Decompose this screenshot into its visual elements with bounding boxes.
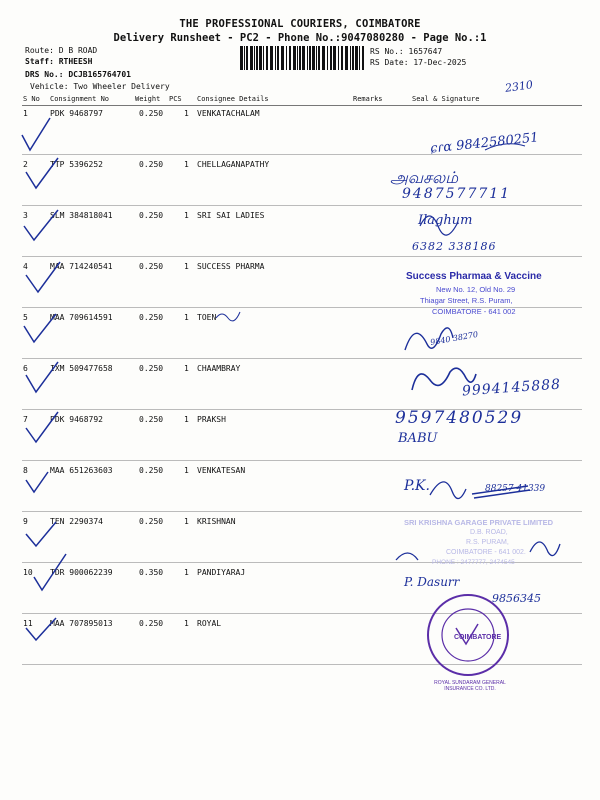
signature-row-1: ɕɾɑ 9842580251 bbox=[429, 130, 540, 157]
row-consignment-no: IXM 509477658 bbox=[50, 364, 113, 373]
header-rule bbox=[22, 105, 582, 106]
col-consignee: Consignee Details bbox=[197, 95, 269, 103]
signature-row-10-name: P. Dasurr bbox=[404, 575, 460, 589]
signature-row-7-phone: 9597480529 bbox=[395, 408, 524, 428]
drs-number: DRS No.: DCJB165764701 bbox=[25, 70, 131, 79]
row-sno: 6 bbox=[23, 364, 28, 373]
row-separator bbox=[22, 460, 582, 461]
tick-mark-1 bbox=[22, 118, 50, 150]
barcode-bar bbox=[307, 46, 308, 70]
row-weight: 0.250 bbox=[139, 109, 164, 118]
row-sno: 9 bbox=[23, 517, 28, 526]
row-weight: 0.250 bbox=[139, 211, 164, 220]
col-sno: S No bbox=[23, 95, 40, 103]
barcode-bar bbox=[275, 46, 276, 70]
barcode-bar bbox=[277, 46, 279, 70]
barcode-bar bbox=[309, 46, 311, 70]
row-weight: 0.250 bbox=[139, 313, 164, 322]
barcode-bar bbox=[327, 46, 328, 70]
row-sno: 4 bbox=[23, 262, 28, 271]
row-weight: 0.350 bbox=[139, 568, 164, 577]
row-consignment-no: TEN 2290374 bbox=[50, 517, 103, 526]
row-pcs: 1 bbox=[184, 568, 189, 577]
barcode-bar bbox=[338, 46, 339, 70]
row-pcs: 1 bbox=[184, 619, 189, 628]
barcode-bar bbox=[256, 46, 258, 70]
row-consignee: SUCCESS PHARMA bbox=[197, 262, 265, 271]
row-sno: 2 bbox=[23, 160, 28, 169]
row-consignment-no: PDK 9468792 bbox=[50, 415, 103, 424]
row-separator bbox=[22, 613, 582, 614]
row-consignment-no: MAA 714240541 bbox=[50, 262, 113, 271]
route-label: Route: D B ROAD bbox=[25, 46, 98, 55]
signature-row-3-phone: 6382 338186 bbox=[412, 240, 497, 253]
row-pcs: 1 bbox=[184, 466, 189, 475]
barcode bbox=[240, 46, 366, 70]
signature-row-6-phone: 9994145888 bbox=[461, 376, 562, 400]
barcode-bar bbox=[330, 46, 332, 70]
barcode-bar bbox=[341, 46, 343, 70]
row-weight: 0.250 bbox=[139, 619, 164, 628]
row-consignee: VENKATACHALAM bbox=[197, 109, 260, 118]
row-pcs: 1 bbox=[184, 109, 189, 118]
handwritten-count: 2310 bbox=[504, 78, 534, 95]
rs-number: RS No.: 1657647 bbox=[370, 47, 443, 56]
company-title: THE PROFESSIONAL COURIERS, COIMBATORE bbox=[179, 18, 421, 30]
row-consignee: CHAAMBRAY bbox=[197, 364, 241, 373]
barcode-bar bbox=[359, 46, 360, 70]
barcode-bar bbox=[302, 46, 305, 70]
row-weight: 0.250 bbox=[139, 262, 164, 271]
rs-date: RS Date: 17-Dec-2025 bbox=[370, 58, 467, 67]
barcode-bar bbox=[345, 46, 348, 70]
row-pcs: 1 bbox=[184, 313, 189, 322]
row-pcs: 1 bbox=[184, 364, 189, 373]
barcode-bar bbox=[289, 46, 291, 70]
barcode-bar bbox=[316, 46, 317, 70]
row-consignee: VENKATESAN bbox=[197, 466, 246, 475]
seal-center-text: COIMBATORE bbox=[454, 634, 502, 641]
barcode-bar bbox=[263, 46, 264, 70]
col-consignment: Consignment No bbox=[50, 95, 110, 103]
row-separator bbox=[22, 511, 582, 512]
row-sno: 10 bbox=[23, 568, 33, 577]
row-weight: 0.250 bbox=[139, 364, 164, 373]
row-consignment-no: MAA 709614591 bbox=[50, 313, 113, 322]
row-pcs: 1 bbox=[184, 262, 189, 271]
row-pcs: 1 bbox=[184, 517, 189, 526]
barcode-bar bbox=[244, 46, 245, 70]
row-consignee: PRAKSH bbox=[197, 415, 226, 424]
barcode-bar bbox=[312, 46, 315, 70]
row-consignee: PANDIYARAJ bbox=[197, 568, 246, 577]
barcode-bar bbox=[254, 46, 255, 70]
col-weight: Weight bbox=[135, 95, 161, 103]
barcode-bar bbox=[250, 46, 253, 70]
signature-row-2: அவசலம் bbox=[390, 168, 459, 187]
row-consignee: KRISHNAN bbox=[197, 517, 236, 526]
signature-scribble-5b bbox=[216, 312, 240, 321]
signature-scribble-8 bbox=[430, 482, 466, 499]
col-pcs: PCS bbox=[169, 95, 182, 103]
row-separator bbox=[22, 154, 582, 155]
row-consignee: CHELLAGANAPATHY bbox=[197, 160, 270, 169]
row-consignment-no: TTP 5396252 bbox=[50, 160, 103, 169]
row-consignment-no: TDR 900062239 bbox=[50, 568, 113, 577]
runsheet-page: THE PROFESSIONAL COURIERS, COIMBATORE Delivery Runsheet - PC2 - Phone No.:9047080280 - Page No.:1 Route: D B ROAD Staff: RTHEESH DRS No.: DCJB165764701 Vehicle: Two Wheeler Delivery RS No.: 1657647 RS Date: 17-Dec-2025 2310 S No Consignment No Weight PCS Consignee Details Remarks Seal & Signature 1 PDK 9468797 0.250 1 VENKATACHALAM 2 TTP 5396252 0.250 1 CHELLAGANAPATHY 3 SLM 384818041 0.250 1 SRI SAI LADIES 4 MAA 714240541 0.250 1 SUCCESS PHARMA 5 MAA 709614591 0.250 1 TOEN 6 IXM 509477658 0.250 1 CHAAMBRAY 7 PDK 9468792 0.250 1 PRAKSH 8 MAA 651263603 0.250 1 VENKATESAN 9 TEN 2290374 0.250 1 KRISHNAN 10 TDR 900062239 0.350 1 PANDIYARAJ 11 MAA 707895013 0.250 1 ROYAL ɕɾɑ 9842580251 அவசலம் 9487577711 Ilaghum 6382 338186 Success Pharmaa & Vaccine New No. 12, Old No. 29 Thiagar Street, R.S. Puram, COIMBATORE - 641 002 9840 38270 9994145888 9597480529 BABU P.K. 88257 41339 SRI KRISHNA GARAGE PRIVATE LIMITED D.B. ROAD, R.S. PURAM, COIMBATORE - 641 002. PHONE : 2477777, 2474545 P. Dasurr 9856345 COIMBATORE ROYAL SUNDARAM GENERAL INSURANCE CO. LTD. bbox=[0, 0, 600, 800]
row-separator bbox=[22, 664, 582, 665]
row-sno: 7 bbox=[23, 415, 28, 424]
barcode-bar bbox=[350, 46, 351, 70]
row-pcs: 1 bbox=[184, 160, 189, 169]
tick-mark-8 bbox=[26, 472, 48, 492]
barcode-bar bbox=[286, 46, 287, 70]
barcode-bar bbox=[318, 46, 320, 70]
barcode-bar bbox=[259, 46, 262, 70]
signature-row-8-name: P.K. bbox=[404, 478, 430, 494]
barcode-bar bbox=[297, 46, 298, 70]
barcode-bar bbox=[246, 46, 248, 70]
row-weight: 0.250 bbox=[139, 160, 164, 169]
row-consignment-no: MAA 651263603 bbox=[50, 466, 113, 475]
row-pcs: 1 bbox=[184, 415, 189, 424]
staff-label: Staff: RTHEESH bbox=[25, 57, 93, 66]
signature-row-8-phone: 88257 41339 bbox=[485, 484, 546, 494]
barcode-bar bbox=[281, 46, 284, 70]
row-sno: 11 bbox=[23, 619, 33, 628]
row-consignee: TOEN bbox=[197, 313, 217, 322]
rs-info bbox=[370, 46, 466, 68]
row-weight: 0.250 bbox=[139, 415, 164, 424]
row-separator bbox=[22, 358, 582, 359]
barcode-bar bbox=[270, 46, 273, 70]
row-weight: 0.250 bbox=[139, 517, 164, 526]
seal-ring-text: ROYAL SUNDARAM GENERAL INSURANCE CO. LTD. bbox=[434, 680, 506, 692]
signature-row-10-phone: 9856345 bbox=[492, 592, 541, 605]
row-separator bbox=[22, 256, 582, 257]
signature-row-3: Ilaghum bbox=[418, 213, 473, 228]
vehicle-label: Vehicle: Two Wheeler Delivery bbox=[30, 82, 170, 91]
row-pcs: 1 bbox=[184, 211, 189, 220]
barcode-bar bbox=[299, 46, 301, 70]
signature-row-7-name: BABU bbox=[398, 431, 438, 446]
signature-row-5-phone: 9840 38270 bbox=[429, 329, 479, 348]
barcode-bar bbox=[355, 46, 358, 70]
barcode-bar bbox=[322, 46, 325, 70]
row-consignment-no: SLM 384818041 bbox=[50, 211, 113, 220]
row-sno: 8 bbox=[23, 466, 28, 475]
col-seal-signature: Seal & Signature bbox=[412, 95, 480, 103]
row-weight: 0.250 bbox=[139, 466, 164, 475]
runsheet-subtitle: Delivery Runsheet - PC2 - Phone No.:9047080280 - Page No.:1 bbox=[113, 32, 487, 44]
barcode-bar bbox=[240, 46, 243, 70]
row-consignee: SRI SAI LADIES bbox=[197, 211, 265, 220]
barcode-bar bbox=[266, 46, 268, 70]
signature-row-2-phone: 9487577711 bbox=[402, 186, 512, 202]
row-consignment-no: MAA 707895013 bbox=[50, 619, 113, 628]
row-separator bbox=[22, 205, 582, 206]
row-sno: 1 bbox=[23, 109, 28, 118]
barcode-bar bbox=[293, 46, 296, 70]
row-consignee: ROYAL bbox=[197, 619, 222, 628]
row-sno: 5 bbox=[23, 313, 28, 322]
barcode-bar bbox=[362, 46, 364, 70]
row-consignment-no: PDK 9468797 bbox=[50, 109, 103, 118]
row-sno: 3 bbox=[23, 211, 28, 220]
barcode-bar bbox=[352, 46, 354, 70]
barcode-bar bbox=[333, 46, 336, 70]
col-remarks: Remarks bbox=[353, 95, 383, 103]
